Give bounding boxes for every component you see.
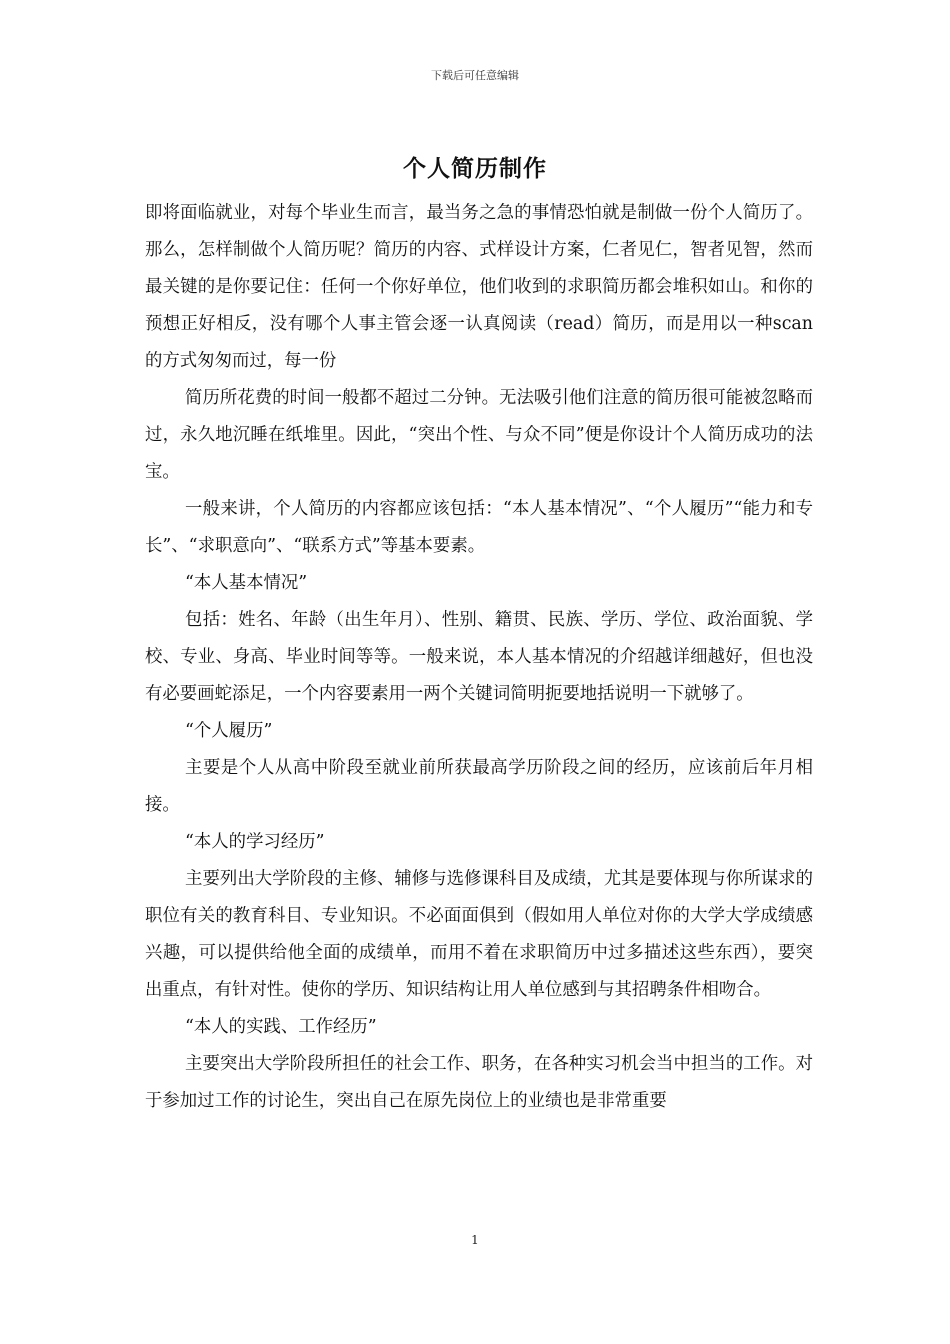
page-number: 1 bbox=[471, 1233, 479, 1247]
paragraph: 主要突出大学阶段所担任的社会工作、职务，在各种实习机会当中担当的工作。对于参加过工作的讨论生，突出自己在原先岗位上的业绩也是非常重要 bbox=[145, 1054, 813, 1111]
paragraph: 一般来讲，个人简历的内容都应该包括：“本人基本情况”、“个人履历”“能力和专长”、“求职意向”、“联系方式”等基本要素。 bbox=[145, 499, 813, 556]
header-note: 下载后可任意编辑 bbox=[431, 69, 519, 82]
document-title: 个人简历制作 bbox=[403, 156, 547, 182]
paragraph: 主要是个人从高中阶段至就业前所获最高学历阶段之间的经历，应该前后年月相接。 bbox=[145, 758, 813, 815]
paragraph-intro: 即将面临就业，对每个毕业生而言，最当务之急的事情恐怕就是制做一份个人简历了。那么，怎样制做个人简历呢？简历的内容、式样设计方案，仁者见仁，智者见智，然而最关键的是你要记住：任何一个你好单位，他们收到的求职简历都会堆积如山。和你的预想正好相反，没有哪个人事主管会逐一认真阅读（read）简历，而是用以一种scan的方式匆匆而过，每一份 bbox=[145, 203, 813, 371]
section-heading: “个人履历” bbox=[185, 721, 273, 741]
paragraph: 简历所花费的时间一般都不超过二分钟。无法吸引他们注意的简历很可能被忽略而过，永久地沉睡在纸堆里。因此，“突出个性、与众不同”便是你设计个人简历成功的法宝。 bbox=[145, 388, 813, 482]
section-heading: “本人基本情况” bbox=[185, 573, 308, 593]
paragraph: 包括：姓名、年龄（出生年月）、性别、籍贯、民族、学历、学位、政治面貌、学校、专业、身高、毕业时间等等。一般来说，本人基本情况的介绍越详细越好，但也没有必要画蛇添足，一个内容要素用一两个关键词简明扼要地括说明一下就够了。 bbox=[145, 610, 813, 704]
paragraph: 主要列出大学阶段的主修、辅修与选修课科目及成绩，尤其是要体现与你所谋求的职位有关的教育科目、专业知识。不必面面俱到（假如用人单位对你的大学大学成绩感兴趣，可以提供给他全面的成绩单，而用不着在求职简历中过多描述这些东西），要突出重点，有针对性。使你的学历、知识结构让用人单位感到与其招聘条件相吻合。 bbox=[145, 869, 813, 1000]
section-heading: “本人的实践、工作经历” bbox=[185, 1017, 377, 1037]
section-heading: “本人的学习经历” bbox=[185, 832, 325, 852]
document-body bbox=[145, 195, 813, 1120]
